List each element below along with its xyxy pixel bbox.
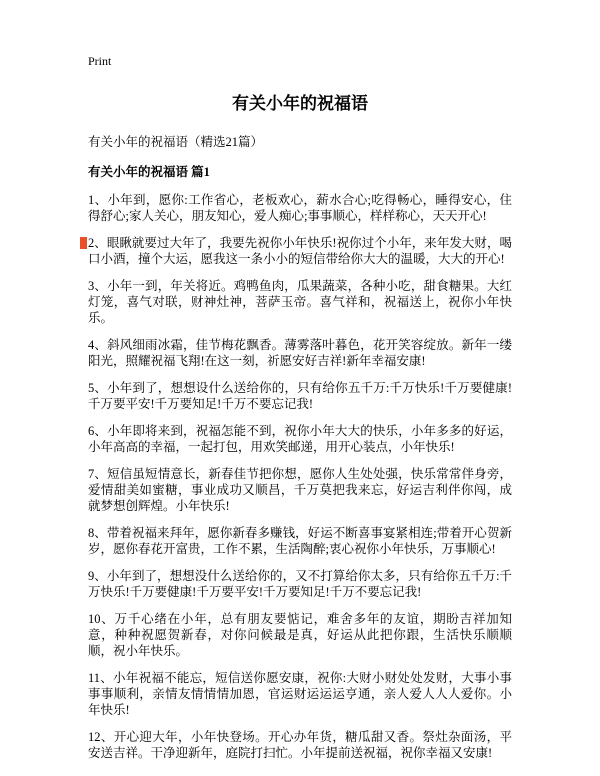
section-heading: 有关小年的祝福语 篇1 xyxy=(88,165,210,179)
paragraph: 2、眼瞅就要过大年了，我要先祝你小年快乐!祝你过个小年，来年发大财，喝口小酒，撞个大运，愿我这一条小小的短信带给你大大的温暖，大大的开心! xyxy=(88,235,512,267)
paragraph-list xyxy=(88,192,512,761)
paragraph: 7、短信虽短情意长，新春佳节把你想，愿你人生处处强，快乐常常伴身旁，爱情甜美如蜜糖，事业成功又顺昌，千万莫把我来忘，好运吉利伴你闯，成就梦想创辉煌。小年快乐! xyxy=(88,467,512,513)
paragraph: 6、小年即将来到，祝福怎能不到，祝你小年大大的快乐，小年多多的好运，小年高高的幸福，一起打包，用欢笑邮递，用开心装点，小年快乐! xyxy=(88,424,512,454)
print-link[interactable]: Print xyxy=(88,54,112,68)
page-title: 有关小年的祝福语 xyxy=(232,94,368,113)
paragraph: 11、小年祝福不能忘，短信送你愿安康，祝你:大财小财处处发财，大事小事事事顺利，亲情友情情情加恩，官运财运运运亨通，亲人爱人人人爱你。小年快乐! xyxy=(88,671,512,717)
paragraph: 10、万千心绪在小年，总有朋友要惦记，难舍多年的友谊，期盼吉祥加知意，种种祝愿贺新春，对你问候最是真，好运从此把你跟，生活快乐顺顺顺，祝小年快乐。 xyxy=(88,612,512,658)
paragraph: 1、小年到，愿你:工作省心，老板欢心，薪水合心;吃得畅心，睡得安心，住得舒心;家人关心，朋友知心，爱人痴心;事事顺心，样样称心，天天开心! xyxy=(88,193,512,223)
paragraph: 3、小年一到，年关将近。鸡鸭鱼肉，瓜果蔬菜，各种小吃，甜食糖果。大红灯笼，喜气对联，财神灶神，菩萨玉帝。喜气祥和，祝福送上，祝你小年快乐。 xyxy=(88,279,512,325)
paragraph: 5、小年到了，想想设什么送给你的，只有给你五千万:千万快乐!千万要健康!千万要平安!千万要知足!千万不要忘记我! xyxy=(88,381,512,411)
paragraph: 12、开心迎大年，小年快登场。开心办年货，糖瓜甜又香。祭灶杂面汤，平安送吉祥。干净迎新年，庭院打扫忙。小年提前送祝福，祝你幸福又安康! xyxy=(88,730,512,760)
highlight-marker xyxy=(80,237,87,249)
paragraph: 8、带着祝福来拜年，愿你新春多赚钱，好运不断喜事宴紧相连;带着开心贺新岁，愿你春花开富贵，工作不累，生活陶醉;衷心祝你小年快乐，万事顺心! xyxy=(88,526,512,556)
document-subtitle: 有关小年的祝福语（精选21篇） xyxy=(88,135,264,149)
paragraph: 4、斜风细雨冰霜，佳节梅花飘香。薄雾落叶暮色，花开笑容绽放。新年一缕阳光，照耀祝福飞翔!在这一刻，祈愿安好吉祥!新年幸福安康! xyxy=(88,338,512,368)
paragraph: 9、小年到了，想想没什么送给你的，又不打算给你太多，只有给你五千万:千万快乐!千万要健康!千万要平安!千万要知足!千万不要忘记我! xyxy=(88,569,512,599)
